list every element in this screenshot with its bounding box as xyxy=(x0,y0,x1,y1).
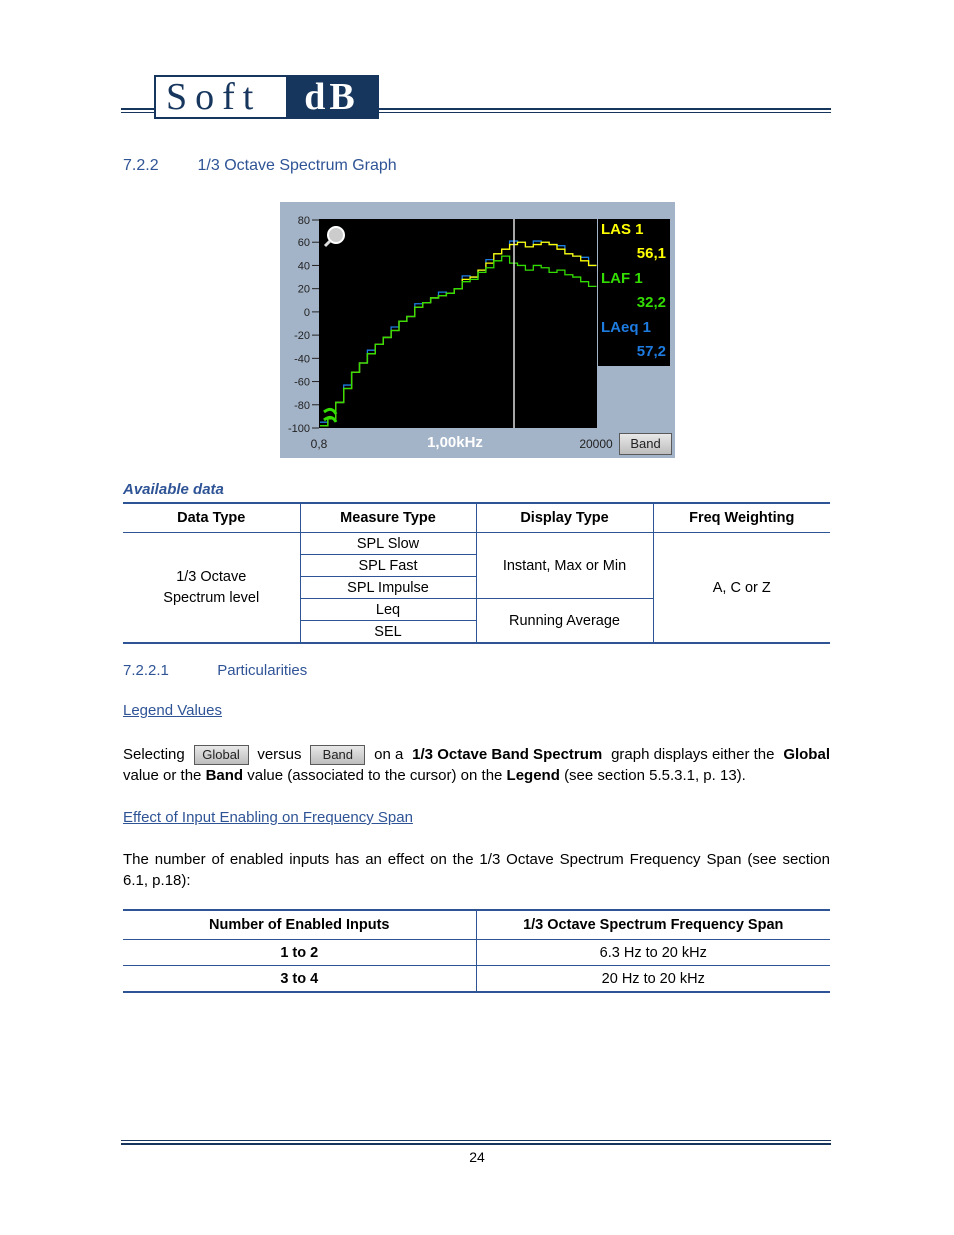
legend-value: 57,2 xyxy=(636,343,666,360)
available-data-caption: Available data xyxy=(123,481,224,498)
measure-cell: SPL Slow xyxy=(300,533,476,555)
col-enabled-inputs: Number of Enabled Inputs xyxy=(123,910,476,940)
y-tick-label: -60 xyxy=(294,376,310,389)
bold-text: Global xyxy=(783,746,830,763)
table-row xyxy=(123,966,830,993)
measure-cell: SEL xyxy=(300,621,476,644)
table-row xyxy=(123,940,830,966)
col-frequency-span: 1/3 Octave Spectrum Frequency Span xyxy=(476,910,830,940)
y-tick-label: 60 xyxy=(297,237,310,250)
effect-input-link[interactable]: Effect of Input Enabling on Frequency Span xyxy=(123,809,413,826)
text: versus xyxy=(257,746,302,763)
cursor-frequency-label: 1,00kHz xyxy=(427,434,483,451)
bold-text: 1/3 Octave Band Spectrum xyxy=(412,746,603,763)
col-freq-weighting: Freq Weighting xyxy=(653,503,830,533)
legend-name: LAS 1 xyxy=(601,221,644,238)
measure-cell: SPL Impulse xyxy=(300,577,476,599)
effect-paragraph: The number of enabled inputs has an effect on the 1/3 Octave Spectrum Frequency Span (see section 6.1, p.18): xyxy=(123,851,830,889)
table-row xyxy=(123,533,830,555)
bold-text: Legend xyxy=(506,767,560,784)
section-heading xyxy=(123,157,397,175)
y-tick-label: 40 xyxy=(297,260,310,273)
legend-name: LAeq 1 xyxy=(601,319,652,336)
logo-soft-text: Soft xyxy=(166,76,262,118)
display-cell: Instant, Max or Min xyxy=(476,533,653,599)
display-cell: Running Average xyxy=(476,599,653,644)
section-number: 7.2.2 xyxy=(123,157,159,174)
y-tick-label: -80 xyxy=(294,399,310,412)
y-tick-label: -40 xyxy=(294,353,310,366)
inputs-cell: 1 to 2 xyxy=(123,940,476,966)
freq-weighting-cell: A, C or Z xyxy=(653,533,830,644)
y-tick-label: -100 xyxy=(287,423,310,435)
table-header-row xyxy=(123,503,830,533)
subsection-title: Particularities xyxy=(217,662,308,679)
text: graph displays either the xyxy=(611,746,775,763)
y-tick-label: -20 xyxy=(294,330,310,343)
legend-values-link[interactable]: Legend Values xyxy=(123,702,222,719)
inputs-cell: 3 to 4 xyxy=(123,966,476,993)
y-tick-label: 0 xyxy=(303,306,310,319)
section-title: 1/3 Octave Spectrum Graph xyxy=(197,157,397,174)
y-tick-label: 20 xyxy=(297,283,310,296)
col-display-type: Display Type xyxy=(476,503,653,533)
measure-cell: SPL Fast xyxy=(300,555,476,577)
span-cell: 20 Hz to 20 kHz xyxy=(476,966,830,993)
band-button-image: Band xyxy=(310,745,365,765)
text: value or the xyxy=(123,767,202,784)
band-button[interactable]: Band xyxy=(619,433,672,455)
text: on a xyxy=(374,746,404,763)
legend-value: 32,2 xyxy=(636,294,666,311)
legend-values-paragraph xyxy=(123,744,830,786)
legend-value: 56,1 xyxy=(636,245,666,262)
measure-cell: Leq xyxy=(300,599,476,621)
col-measure-type: Measure Type xyxy=(300,503,476,533)
text: value (associated to the cursor) on the xyxy=(247,767,503,784)
octave-spectrum-graph xyxy=(280,202,675,458)
text: Selecting xyxy=(123,746,185,763)
subsection-number: 7.2.2.1 xyxy=(123,662,169,679)
text: (see section 5.5.3.1, p. 13). xyxy=(564,767,746,784)
plot-area xyxy=(319,219,597,428)
available-data-table xyxy=(123,502,830,644)
logo-db-text: dB xyxy=(286,77,377,117)
x-min-label: 0,8 xyxy=(310,437,328,451)
span-cell: 6.3 Hz to 20 kHz xyxy=(476,940,830,966)
subsection-heading xyxy=(123,662,307,679)
page-number: 24 xyxy=(469,1149,485,1165)
global-button-image: Global xyxy=(194,745,249,765)
frequency-span-table xyxy=(123,909,830,993)
graph-svg xyxy=(280,202,675,458)
y-tick-label: 80 xyxy=(297,215,310,227)
bold-text: Band xyxy=(205,767,244,784)
data-type-cell: 1/3 Octave Spectrum level xyxy=(123,533,300,644)
x-max-label: 20000 xyxy=(579,437,613,451)
softdb-logo xyxy=(154,75,379,119)
col-data-type: Data Type xyxy=(123,503,300,533)
legend-name: LAF 1 xyxy=(601,270,643,287)
table-header-row xyxy=(123,910,830,940)
